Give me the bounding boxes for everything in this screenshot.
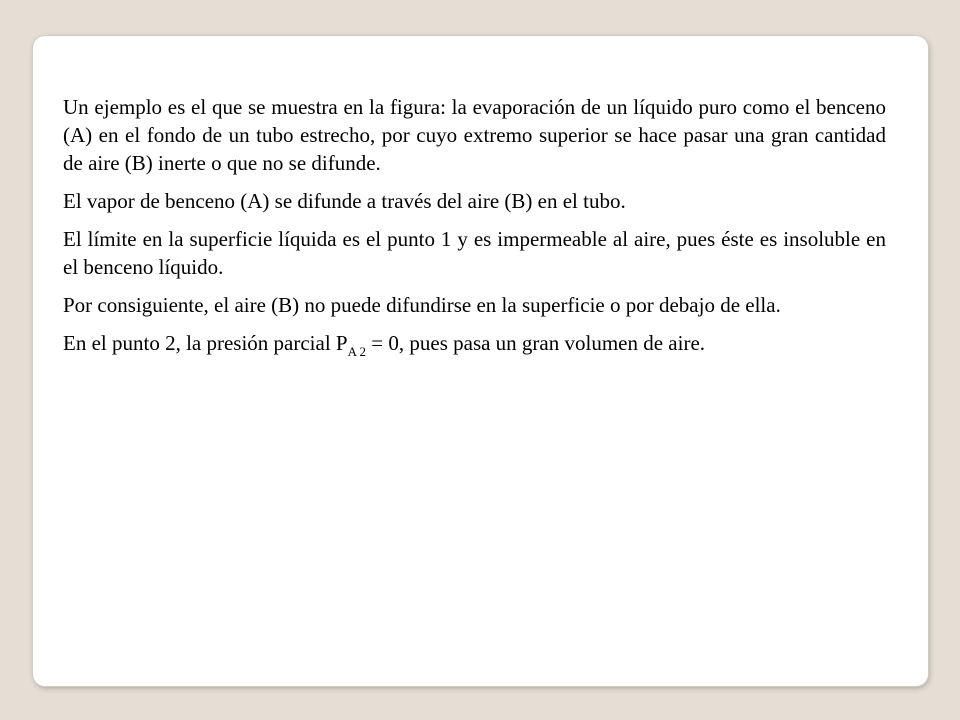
slide-card	[33, 36, 928, 686]
paragraph-example-intro: Un ejemplo es el que se muestra en la figura: la evaporación de un líquido puro como el benceno (A) en el fondo de un tubo estrecho, por cuyo extremo superior se hace pasar una gran cantidad de aire (B) inerte o que no se difunde.	[63, 95, 886, 175]
slide-text-body	[63, 93, 886, 367]
paragraph-air-no-diffusion: Por consiguiente, el aire (B) no puede difundirse en la superficie o por debajo de ella.	[63, 293, 781, 317]
paragraph-partial-pressure	[63, 329, 886, 357]
partial-pressure-subscript: A 2	[347, 344, 367, 359]
paragraph-liquid-boundary: El límite en la superficie líquida es el punto 1 y es impermeable al aire, pues éste es insoluble en el benceno líquido.	[63, 227, 886, 279]
paragraph-benzene-vapor: El vapor de benceno (A) se difunde a través del aire (B) en el tubo.	[63, 189, 626, 213]
partial-pressure-text-after: = 0, pues pasa un gran volumen de aire.	[366, 331, 706, 355]
partial-pressure-text-before: En el punto 2, la presión parcial P	[63, 331, 348, 355]
